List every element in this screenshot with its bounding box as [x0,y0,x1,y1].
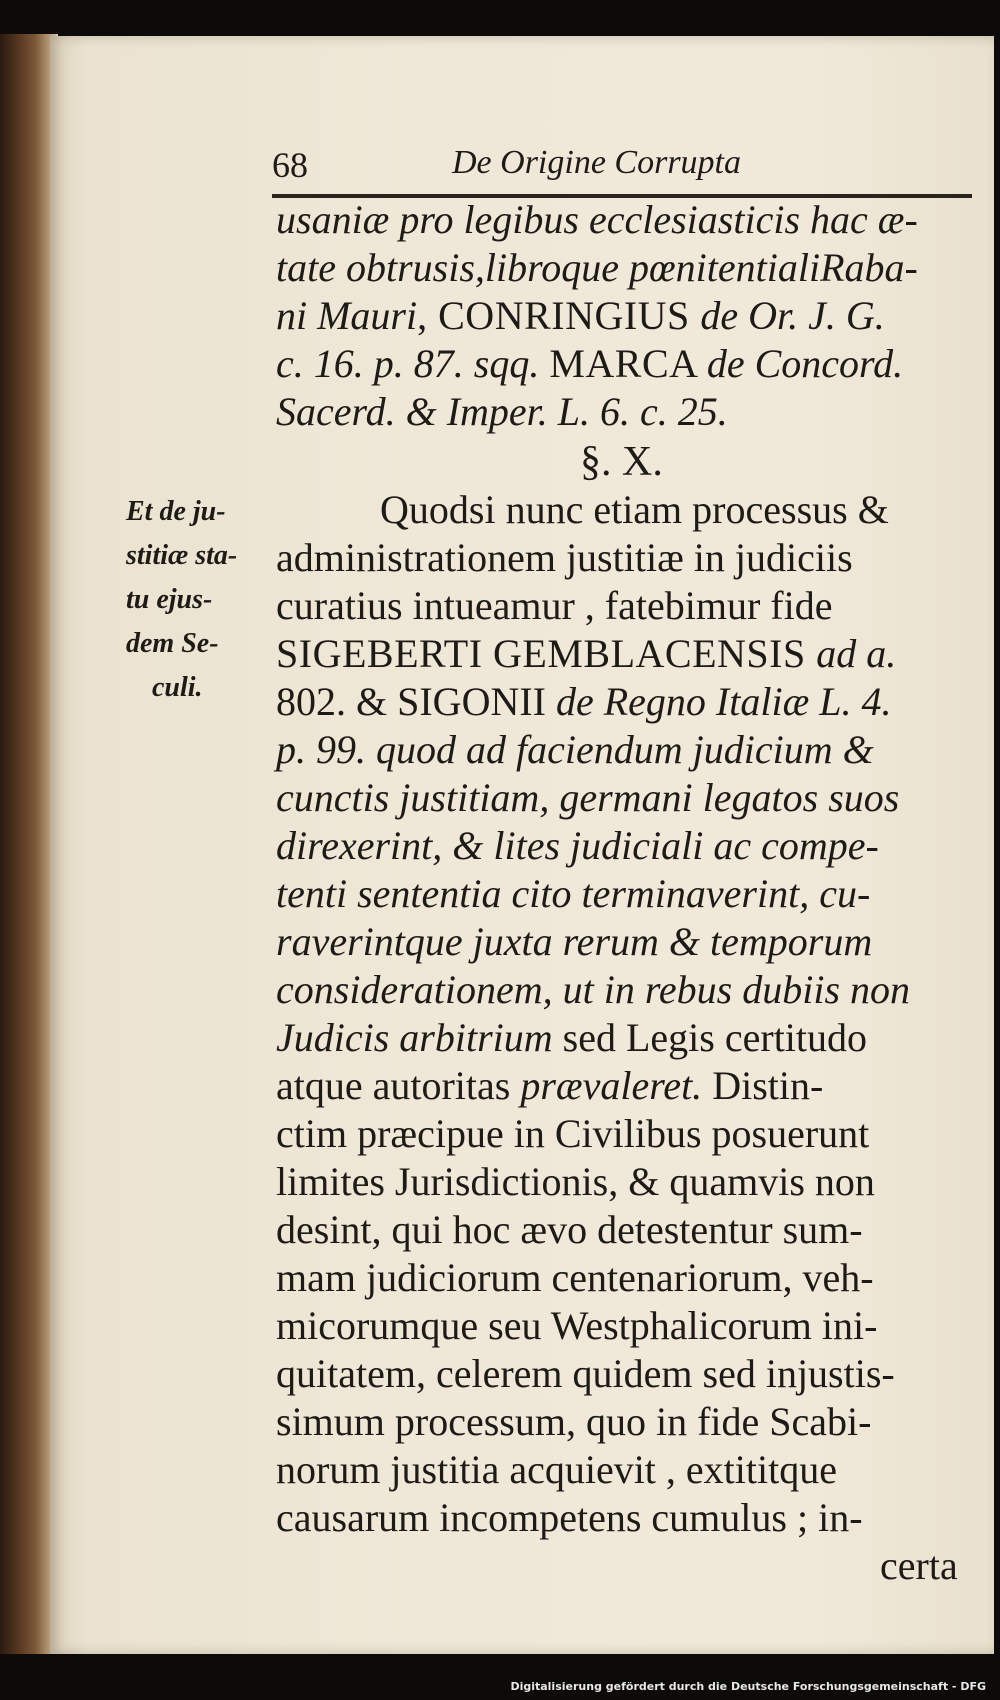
text-span: 802. & SIGONII [276,679,556,724]
text-line: mam judiciorum centenariorum, veh- [276,1255,874,1300]
text-line [276,340,976,388]
margin-note-line: dem Se- [126,628,219,659]
margin-note-line: stitiæ sta- [126,540,238,571]
text-line: causarum incompetens cumulus ; in- [276,1495,863,1540]
text-line: tenti sententia cito terminaverint, cu- [276,871,871,916]
text-line: p. 99. quod ad faciendum judicium & [276,727,874,772]
text-line: Sacerd. & Imper. L. 6. c. 25. [276,389,728,434]
page-header [272,140,972,200]
text-span: ni Mauri [276,293,418,338]
text-span: prævaleret. [520,1063,703,1108]
text-span: sed Legis certitudo [562,1015,868,1060]
text-line: raverintque juxta rerum & temporum [276,919,873,964]
text-line: Quodsi nunc etiam processus & [380,487,889,532]
text-line [276,1062,976,1110]
text-line: considerationem, ut in rebus dubiis non [276,967,911,1012]
text-span: MARCA [549,341,707,386]
text-line: administrationem justitiæ in judiciis [276,535,853,580]
text-line: desint, qui hoc ævo detestentur sum- [276,1207,863,1252]
text-line: usaniæ pro legibus ecclesiasticis hac æ- [276,197,918,242]
text-span: SIGEBERTI GEMBLACENSIS [276,631,817,676]
text-line: simum processum, quo in fide Scabi- [276,1399,872,1444]
text-line: quitatem, celerem quidem sed injustis- [276,1351,895,1396]
text-line: tate obtrusis,libroque pœnitentialiRaba- [276,245,918,290]
section-heading: §. X. [580,439,663,485]
text-line: curatius intueamur , fatebimur fide [276,583,833,628]
text-span: Judicis arbitrium [276,1015,563,1060]
text-line [276,630,976,678]
catchword: certa [880,1543,958,1588]
text-line: norum justitia acquievit , extititque [276,1447,837,1492]
digitization-credit: Digitalisierung gefördert durch die Deutsche Forschungsgemeinschaft - DFG [510,1680,986,1693]
text-line: ctim præcipue in Civilibus posuerunt [276,1111,870,1156]
text-span: ad a. [816,631,897,676]
page-number: 68 [272,145,308,185]
text-span: Distin- [702,1063,824,1108]
text-line [276,678,976,726]
text-line [276,292,976,340]
text-span: c. 16. p. 87. sqq. [276,341,550,386]
text-span: de Or. J. G. [700,293,885,338]
text-line: direxerint, & lites judiciali ac compe- [276,823,879,868]
running-title: De Origine Corrupta [452,144,741,181]
margin-note-line: Et de ju- [126,496,226,527]
text-span: , CONRINGIUS [417,293,701,338]
text-line: cunctis justitiam, germani legatos suos [276,775,900,820]
margin-note-line: culi. [152,672,203,703]
text-span: de Concord. [706,341,904,386]
text-line [276,1014,976,1062]
margin-note-line: tu ejus- [126,584,213,615]
text-line: micorumque seu Westphalicorum ini- [276,1303,878,1348]
text-span: de Regno Italiæ L. 4. [555,679,892,724]
text-span: atque autoritas [276,1063,521,1108]
text-line: limites Jurisdictionis, & quamvis non [276,1159,875,1204]
